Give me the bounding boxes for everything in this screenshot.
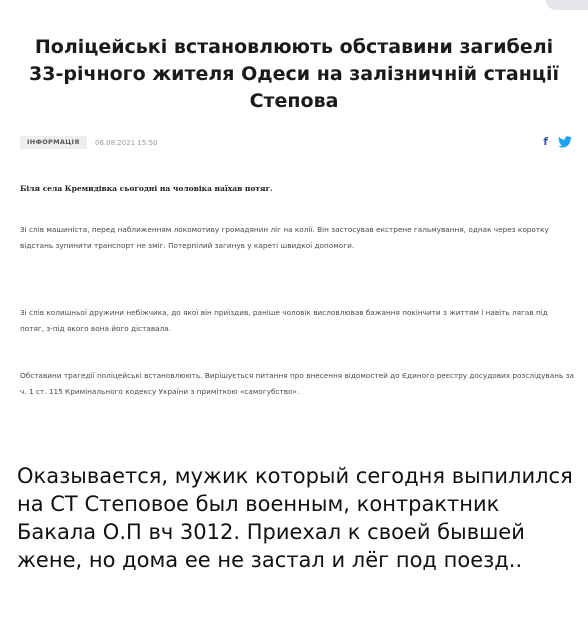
post-caption: Оказывается, мужик который сегодня выпилился на СТ Степовое был военным, контрактник Бакала О.П вч 3012. Приехал к своей бывшей жене, но дома ее не застал и лёг под поезд.. bbox=[17, 464, 573, 572]
article-paragraph: Зі слів машиніста, перед наближенням локомотиву громадянин ліг на колії. Він застосував екстрене гальмування, однак через коротку відстань зупинити транспорт не зміг. Потерпілий загинув у кареті швидкої допомоги. bbox=[20, 225, 549, 250]
twitter-icon[interactable] bbox=[558, 136, 572, 148]
article-headline: Поліцейські встановлюють обставини загибелі 33-річного жителя Одеси на залізничній станції Степова bbox=[29, 36, 559, 112]
facebook-icon[interactable]: f bbox=[543, 135, 548, 148]
article-paragraph: Обставини трагедії поліцейські встановлюють. Вирішується питання про внесення відомостей до Єдиного реєстру досудових розслідувань за ч. 1 ст. 115 Кримінального кодексу України з приміткою «самогубство». bbox=[20, 371, 574, 396]
article-meta bbox=[20, 135, 572, 151]
article-paragraph: Зі слів колишньої дружини небіжчика, до якої він приїздив, раніше чоловік висловлював бажання покінчити з життям і навіть лягав під потяг, з-під якого вона його діставала. bbox=[20, 308, 548, 333]
category-badge[interactable]: ІНФОРМАЦІЯ bbox=[20, 136, 87, 149]
corner-widget bbox=[546, 0, 588, 10]
publish-date: 06.08.2021 15:50 bbox=[95, 139, 158, 147]
article-lead: Біля села Кремидівка сьогодні на чоловіка наїхав потяг. bbox=[20, 184, 273, 193]
